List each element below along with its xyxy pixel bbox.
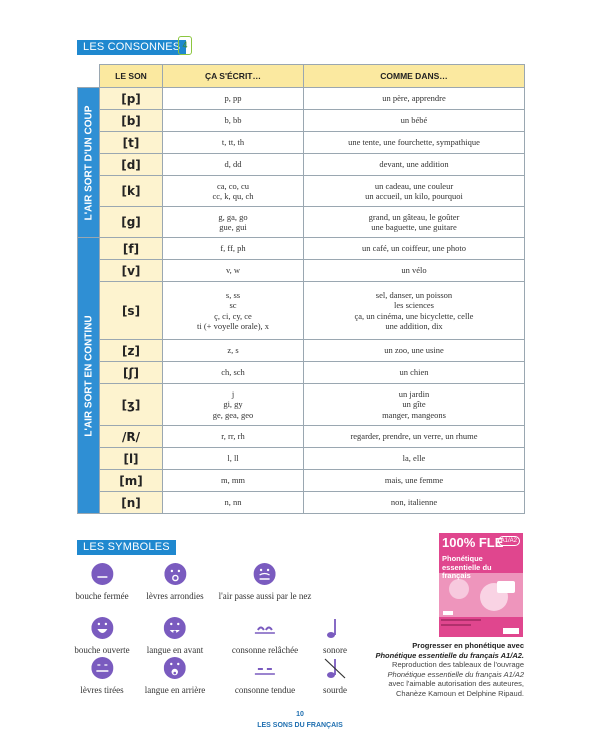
example-line: un vélo: [401, 265, 427, 276]
sound-cell: [k]: [100, 176, 163, 207]
example-line: sel, danser, un poisson: [375, 289, 453, 300]
table-corner: [78, 65, 100, 88]
table-row: [78, 384, 525, 426]
nasal-air-icon: [254, 563, 276, 585]
example-line: un bébé: [400, 115, 428, 126]
audio-track-icon[interactable]: 4: [178, 36, 192, 55]
example-line: ça, un cinéma, une bicyclette, celle: [354, 310, 474, 321]
tense-consonant-icon: [254, 657, 276, 679]
caption-line-4: Phonétique essentielle du français A1/A2: [387, 669, 524, 679]
table-row: [78, 470, 525, 492]
example-line: devant, une addition: [379, 159, 449, 170]
section-title-symboles: LES SYMBOLES: [77, 540, 176, 555]
table-row: [78, 340, 525, 362]
spelling-line: gi, gy: [223, 399, 243, 410]
book-brand: 100% FLE: [442, 535, 504, 550]
table-row: [78, 132, 525, 154]
symbol-item: [232, 617, 298, 655]
spelling-cell: [163, 88, 304, 110]
table-row: [78, 88, 525, 110]
col-header-dans: COMME DANS…: [304, 65, 525, 88]
example-cell: [304, 426, 525, 448]
example-line: un gîte: [402, 399, 426, 410]
spelling-cell: [163, 282, 304, 340]
group-label-coup: [78, 88, 100, 238]
symbol-label: bouche ouverte: [74, 645, 130, 655]
table-row: [78, 282, 525, 340]
spelling-line: ti (+ voyelle orale), x: [196, 321, 270, 331]
spelling-cell: [163, 426, 304, 448]
spelling-cell: [163, 448, 304, 470]
col-header-ecrit: ÇA S'ÉCRIT…: [163, 65, 304, 88]
spelling-cell: [163, 132, 304, 154]
spelling-line: ca, co, cu: [216, 180, 250, 191]
example-line: un père, apprendre: [382, 93, 446, 104]
symbol-item: [80, 657, 123, 695]
symbol-item: [75, 563, 128, 601]
footer-title: LES SONS DU FRANÇAIS: [257, 722, 343, 729]
spelling-cell: [163, 154, 304, 176]
spelling-line: m, mm: [220, 475, 246, 486]
sound-cell: [n]: [100, 492, 163, 514]
tongue-forward-icon: [164, 617, 186, 639]
symbol-item: [145, 657, 205, 695]
sound-cell: [d]: [100, 154, 163, 176]
sound-cell: /R/: [100, 426, 163, 448]
spelling-line: t, tt, th: [221, 137, 245, 148]
example-cell: [304, 282, 525, 340]
example-line: une addition, dix: [385, 321, 443, 331]
symbol-item: [74, 617, 129, 655]
example-line: un cadeau, une couleur: [374, 180, 454, 191]
table-row: [78, 362, 525, 384]
book-title: Phonétique essentielle du français: [442, 554, 492, 580]
symbol-label: sonore: [323, 645, 347, 655]
example-cell: [304, 132, 525, 154]
symbol-label: bouche fermée: [75, 591, 129, 601]
symbol-item: [235, 657, 295, 695]
col-header-son: LE SON: [100, 65, 163, 88]
sound-cell: [f]: [100, 238, 163, 260]
example-cell: [304, 362, 525, 384]
symbol-label: langue en arrière: [144, 685, 206, 695]
spelling-line: ge, gea, geo: [212, 409, 254, 420]
table-row: [78, 492, 525, 514]
table-row: [78, 260, 525, 282]
example-line: manger, mangeons: [382, 409, 446, 420]
sound-cell: [s]: [100, 282, 163, 340]
example-cell: [304, 384, 525, 426]
spelling-cell: [163, 362, 304, 384]
example-cell: [304, 238, 525, 260]
symbol-label: consonne tendue: [234, 685, 296, 695]
spelling-line: b, bb: [224, 115, 242, 126]
sound-cell: [b]: [100, 110, 163, 132]
symbol-label: langue en avant: [146, 645, 204, 655]
table-row: [78, 238, 525, 260]
spelling-cell: [163, 340, 304, 362]
spelling-cell: [163, 492, 304, 514]
symbol-item: [146, 563, 203, 601]
example-line: un chien: [399, 367, 429, 378]
example-line: un accueil, un kilo, pourquoi: [365, 191, 463, 201]
example-line: la, elle: [402, 453, 426, 464]
spelling-line: j: [231, 388, 235, 399]
open-mouth-icon: [91, 617, 113, 639]
example-line: non, italienne: [390, 497, 438, 508]
spelling-cell: [163, 110, 304, 132]
spelling-cell: [163, 384, 304, 426]
book-caption: [324, 641, 524, 699]
example-line: un zoo, une usine: [384, 345, 444, 356]
table-row: [78, 110, 525, 132]
caption-line-1: Progresser en phonétique avec: [412, 641, 524, 650]
book-cover: [439, 533, 523, 637]
example-line: regarder, prendre, un verre, un rhume: [350, 431, 478, 442]
example-cell: [304, 448, 525, 470]
tongue-back-icon: [164, 657, 186, 679]
spelling-cell: [163, 176, 304, 207]
spelling-line: g, ga, go: [218, 211, 248, 222]
consonants-table: [77, 64, 525, 514]
sound-cell: [m]: [100, 470, 163, 492]
caption-line-5: avec l'aimable autorisation des auteures,: [388, 679, 524, 689]
table-row: [78, 207, 525, 238]
group-label-continu: [78, 238, 100, 514]
example-cell: [304, 110, 525, 132]
example-cell: [304, 154, 525, 176]
spelling-line: d, dd: [224, 159, 242, 170]
table-row: [78, 448, 525, 470]
symbol-label: lèvres arrondies: [146, 591, 204, 601]
spelling-cell: [163, 207, 304, 238]
symbol-label: lèvres tirées: [80, 685, 124, 695]
spelling-line: sc: [229, 300, 237, 310]
sound-cell: [g]: [100, 207, 163, 238]
section-title-consonnes: LES CONSONNES: [77, 40, 186, 55]
spelling-cell: [163, 260, 304, 282]
example-line: mais, une femme: [384, 475, 444, 486]
spelling-line: ç, ci, cy, ce: [214, 310, 252, 321]
sound-cell: [t]: [100, 132, 163, 154]
spelling-line: cc, k, qu, ch: [212, 191, 254, 201]
spelling-line: f, ff, ph: [220, 243, 246, 254]
example-line: un jardin: [398, 388, 430, 399]
book-level: A1/A2: [498, 536, 520, 546]
example-cell: [304, 207, 525, 238]
example-line: une baguette, une guitare: [371, 222, 457, 232]
example-line: grand, un gâteau, le goûter: [368, 211, 460, 222]
relaxed-consonant-icon: [254, 617, 276, 639]
spelling-cell: [163, 238, 304, 260]
voiced-note-icon: [324, 617, 346, 639]
example-cell: [304, 88, 525, 110]
sound-cell: [ʃ]: [100, 362, 163, 384]
caption-line-2: Phonétique essentielle du français A1/A2.: [375, 650, 524, 660]
symbol-label: consonne relâchée: [231, 645, 299, 655]
spelling-line: r, rr, rh: [221, 431, 245, 442]
sound-cell: [l]: [100, 448, 163, 470]
symbol-label: sourde: [323, 685, 347, 695]
example-line: un café, un coiffeur, une photo: [361, 243, 467, 254]
spelling-cell: [163, 470, 304, 492]
spelling-line: n, nn: [224, 497, 242, 508]
spelling-line: v, w: [225, 265, 241, 276]
closed-mouth-icon: [91, 563, 113, 585]
group-label-text: L'AIR SORT EN CONTINU: [83, 314, 94, 437]
sound-cell: [v]: [100, 260, 163, 282]
rounded-lips-icon: [164, 563, 186, 585]
caption-line-6: Chanèze Kamoun et Delphine Ripaud.: [395, 688, 524, 698]
example-cell: [304, 176, 525, 207]
example-cell: [304, 260, 525, 282]
example-cell: [304, 340, 525, 362]
spelling-line: l, ll: [227, 453, 239, 464]
spread-lips-icon: [91, 657, 113, 679]
group-label-text: L'AIR SORT D'UN COUP: [83, 105, 94, 220]
sound-cell: [ʒ]: [100, 384, 163, 426]
table-row: [78, 426, 525, 448]
sound-cell: [p]: [100, 88, 163, 110]
spelling-line: z, s: [227, 345, 239, 356]
caption-line-3: Reproduction des tableaux de l'ouvrage: [392, 660, 524, 670]
spelling-line: gue, gui: [219, 222, 247, 232]
example-line: une tente, une fourchette, sympathique: [348, 137, 480, 148]
example-cell: [304, 470, 525, 492]
table-row: [78, 154, 525, 176]
spelling-line: p, pp: [224, 93, 242, 104]
example-cell: [304, 492, 525, 514]
example-line: les sciences: [394, 300, 434, 310]
symbol-label: l'air passe aussi par le nez: [218, 591, 312, 601]
symbol-item: [147, 617, 203, 655]
spelling-line: s, ss: [225, 289, 241, 300]
spelling-line: ch, sch: [221, 367, 245, 378]
symbol-item: [219, 563, 312, 601]
page-number: 10: [296, 711, 304, 718]
sound-cell: [z]: [100, 340, 163, 362]
table-row: [78, 176, 525, 207]
